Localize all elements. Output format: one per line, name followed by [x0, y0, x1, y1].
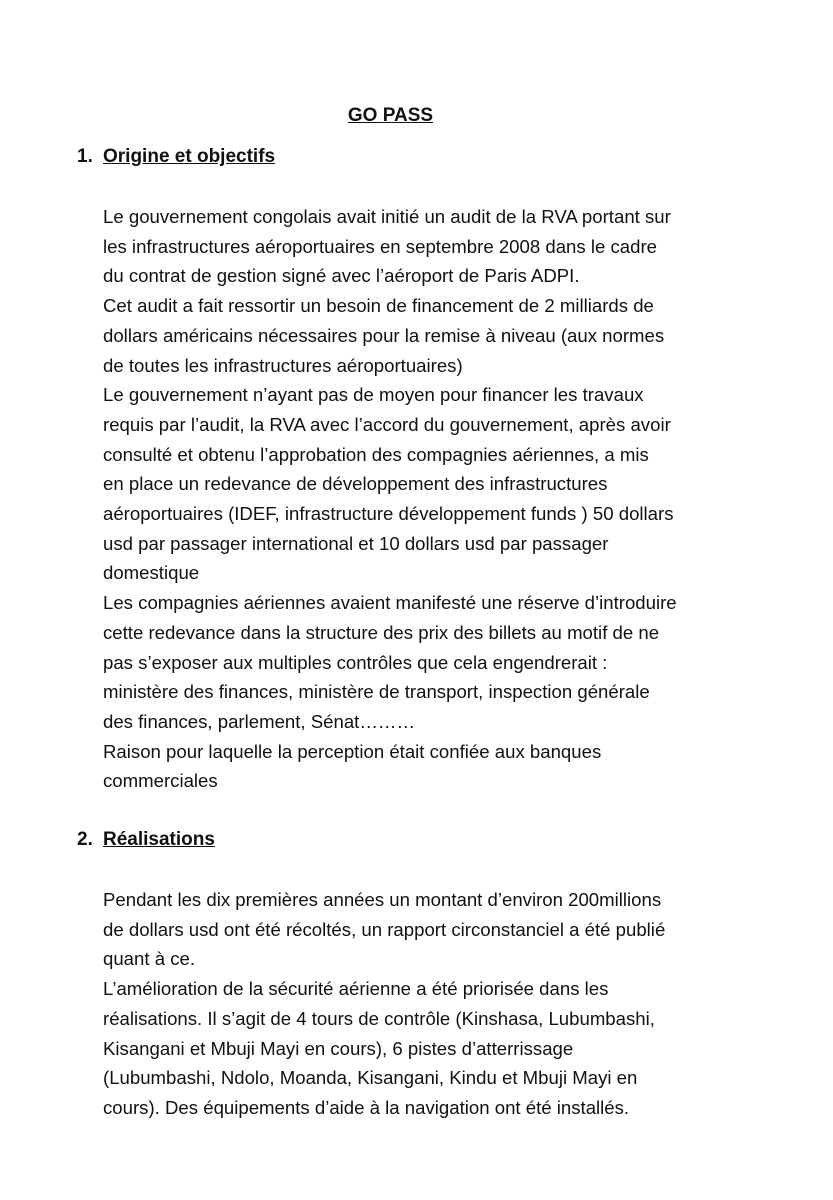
section-number: 2.	[77, 829, 93, 850]
text-line: réalisations. Il s’agit de 4 tours de contrôle (Kinshasa, Lubumbashi,	[103, 1007, 655, 1029]
section-title: Réalisations	[103, 829, 215, 850]
text-line: quant à ce.	[103, 948, 196, 970]
text-line: usd par passager international et 10 dollars usd par passager	[103, 532, 609, 554]
text-line: cette redevance dans la structure des prix des billets au motif de ne	[103, 621, 660, 643]
text-line: Cet audit a fait ressortir un besoin de financement de 2 milliards de	[103, 295, 654, 317]
section-heading-realisations	[77, 828, 215, 852]
text-line: pas s’exposer aux multiples contrôles que cela engendrerait :	[103, 651, 608, 673]
text-line: aéroportuaires (IDEF, infrastructure développement funds ) 50 dollars	[103, 503, 674, 525]
text-line: Le gouvernement congolais avait initié un audit de la RVA portant sur	[103, 206, 671, 227]
text-line: de dollars usd ont été récoltés, un rapport circonstanciel a été publié	[103, 918, 666, 940]
text-line: L’amélioration de la sécurité aérienne a été priorisée dans les	[103, 978, 609, 1000]
section-title: Origine et objectifs	[103, 146, 276, 167]
text-line: de toutes les infrastructures aéroportuaires)	[103, 354, 463, 376]
text-line: domestique	[103, 562, 200, 584]
text-line: des finances, parlement, Sénat………	[103, 710, 416, 732]
text-line: en place un redevance de développement des infrastructures	[103, 473, 608, 495]
text-line: dollars américains nécessaires pour la remise à niveau (aux normes	[103, 324, 665, 346]
section-number: 1.	[77, 146, 93, 167]
text-line: cours). Des équipements d’aide à la navigation ont été installés.	[103, 1096, 630, 1118]
text-line: requis par l’audit, la RVA avec l’accord du gouvernement, après avoir	[103, 413, 671, 435]
section-body-origine	[103, 202, 743, 796]
document-title: GO PASS	[347, 105, 434, 126]
section-body-realisations	[103, 885, 743, 1123]
text-line: Pendant les dix premières années un montant d’environ 200millions	[103, 889, 662, 910]
text-line: commerciales	[103, 770, 218, 792]
text-line: ministère des finances, ministère de transport, inspection générale	[103, 681, 650, 703]
text-line: les infrastructures aéroportuaires en septembre 2008 dans le cadre	[103, 235, 657, 257]
text-line: Kisangani et Mbuji Mayi en cours), 6 pistes d’atterrissage	[103, 1037, 574, 1059]
text-line: Le gouvernement n’ayant pas de moyen pour financer les travaux	[103, 384, 644, 406]
text-line: Les compagnies aériennes avaient manifesté une réserve d’introduire	[103, 592, 677, 614]
section-heading-origine	[77, 145, 275, 169]
text-line: (Lubumbashi, Ndolo, Moanda, Kisangani, Kindu et Mbuji Mayi en	[103, 1067, 638, 1089]
text-line: consulté et obtenu l’approbation des compagnies aériennes, a mis	[103, 443, 649, 465]
text-line: du contrat de gestion signé avec l’aéroport de Paris ADPI.	[103, 265, 580, 287]
text-line: Raison pour laquelle la perception était confiée aux banques	[103, 740, 602, 762]
